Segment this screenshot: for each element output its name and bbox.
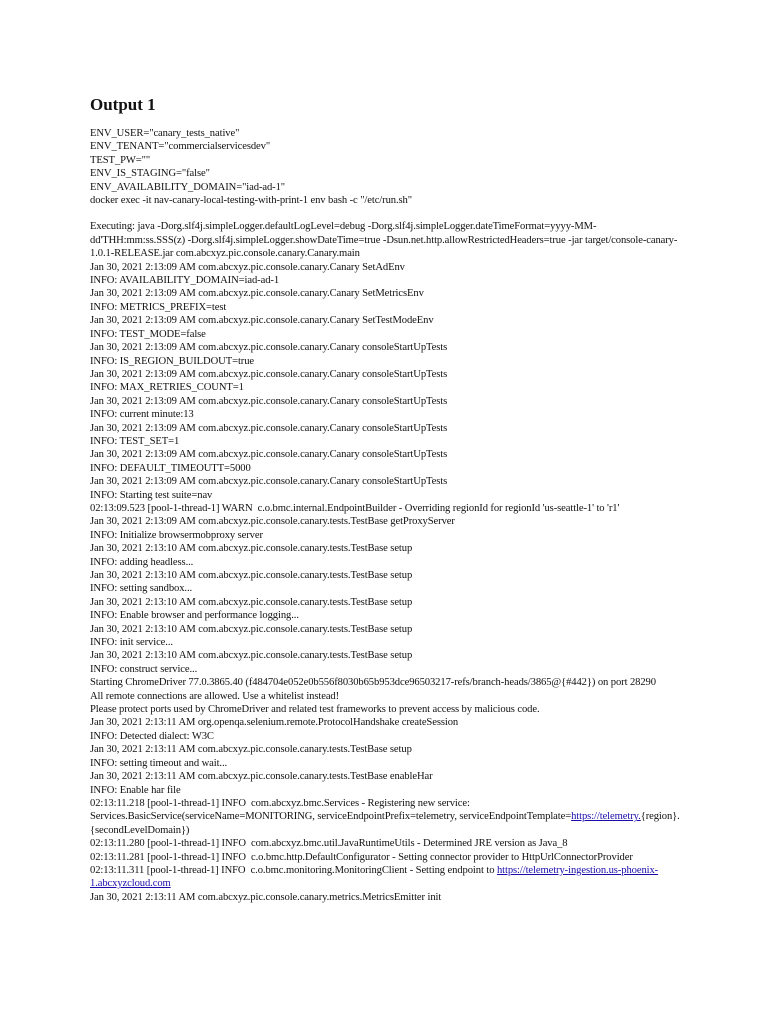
log-line	[90, 368, 690, 381]
env-line: ENV_AVAILABILITY_DOMAIN="iad-ad-1"	[90, 181, 286, 193]
log-line	[90, 676, 690, 689]
log-line-text: 02:13:11.218 [pool-1-thread-1] INFO com.abcxyz.bmc.Services - Registering new service: Services.BasicService(serviceName=MONITORING, serviceEndpointPrefix=telemetry, serviceEndpointTemplate=	[90, 797, 572, 823]
log-line	[90, 743, 690, 756]
log-line-text: INFO: Enable har file	[90, 784, 181, 796]
log-line-text: Jan 30, 2021 2:13:09 AM com.abcxyz.pic.console.canary.Canary consoleStartUpTests	[90, 422, 448, 434]
log-line	[90, 381, 690, 394]
log-line-text: INFO: AVAILABILITY_DOMAIN=iad-ad-1	[90, 275, 280, 287]
log-line	[90, 784, 690, 797]
log-line	[90, 623, 690, 636]
log-line-text: 02:13:11.311 [pool-1-thread-1] INFO c.o.bmc.monitoring.MonitoringClient - Setting endpoint to	[90, 864, 497, 876]
log-line	[90, 542, 690, 555]
log-line-text: Starting ChromeDriver 77.0.3865.40 (f484704e052e0b556f8030b65b953dce96503217-refs/branch-heads/3865@{#442}) on port 28290	[90, 677, 656, 689]
log-line-text-after: {region}.{secondLevelDomain})	[90, 811, 680, 836]
log-line-text: Please protect ports used by ChromeDriver and related test frameworks to prevent access by malicious code.	[90, 704, 540, 716]
log-line-text: INFO: setting timeout and wait...	[90, 757, 228, 769]
log-line-text: Jan 30, 2021 2:13:10 AM com.abcxyz.pic.console.canary.tests.TestBase setup	[90, 650, 413, 662]
log-line-text: INFO: current minute:13	[90, 409, 194, 421]
log-line	[90, 757, 690, 770]
log-line	[90, 395, 690, 408]
log-line	[90, 569, 690, 582]
log-line-text: Jan 30, 2021 2:13:09 AM com.abcxyz.pic.console.canary.Canary consoleStartUpTests	[90, 342, 448, 354]
log-line-text: 02:13:09.523 [pool-1-thread-1] WARN c.o.bmc.internal.EndpointBuilder - Overriding regionId for regionId 'us-seattle-1' to 'r1'	[90, 502, 620, 514]
log-line-text: INFO: IS_REGION_BUILDOUT=true	[90, 355, 255, 367]
log-line	[90, 529, 690, 542]
log-line	[90, 582, 690, 595]
log-line	[90, 716, 690, 729]
log-line-text: INFO: setting sandbox...	[90, 583, 193, 595]
log-line	[90, 314, 690, 327]
log-line-text: 02:13:11.280 [pool-1-thread-1] INFO com.abcxyz.bmc.util.JavaRuntimeUtils - Determined JRE version as Java_8	[90, 838, 568, 850]
log-line-text: Jan 30, 2021 2:13:09 AM com.abcxyz.pic.console.canary.Canary consoleStartUpTests	[90, 449, 448, 461]
log-line	[90, 301, 690, 314]
log-line-text: Jan 30, 2021 2:13:09 AM com.abcxyz.pic.console.canary.Canary consoleStartUpTests	[90, 476, 448, 488]
log-line-text: INFO: construct service...	[90, 663, 198, 675]
log-line-text: INFO: Enable browser and performance logging...	[90, 610, 299, 622]
log-link[interactable]: https://telemetry-ingestion.us-phoenix-1.abcxyzcloud.com	[90, 864, 659, 890]
document-title: Output 1	[90, 95, 156, 114]
log-line	[90, 703, 690, 716]
log-line-text: Jan 30, 2021 2:13:09 AM com.abcxyz.pic.console.canary.Canary SetTestModeEnv	[90, 315, 434, 327]
log-line-text: INFO: TEST_SET=1	[90, 435, 180, 447]
env-line: ENV_USER="canary_tests_native"	[90, 128, 240, 139]
log-line	[90, 435, 690, 448]
log-line-text: Jan 30, 2021 2:13:10 AM com.abcxyz.pic.console.canary.tests.TestBase setup	[90, 596, 413, 608]
log-line-text: Jan 30, 2021 2:13:09 AM com.abcxyz.pic.console.canary.Canary SetAdEnv	[90, 261, 405, 273]
log-line	[90, 609, 690, 622]
log-line	[90, 408, 690, 421]
env-block	[90, 127, 690, 207]
log-line-text: 02:13:11.281 [pool-1-thread-1] INFO c.o.bmc.http.DefaultConfigurator - Setting connector provider to HttpUrlConnectorProvider	[90, 851, 633, 863]
log-line-text: Jan 30, 2021 2:13:09 AM com.abcxyz.pic.console.canary.tests.TestBase getProxyServer	[90, 516, 455, 528]
log-line	[90, 797, 690, 837]
log-line	[90, 502, 690, 515]
log-line	[90, 274, 690, 287]
log-line	[90, 690, 690, 703]
log-line-text: Jan 30, 2021 2:13:11 AM com.abcxyz.pic.console.canary.tests.TestBase setup	[90, 744, 412, 756]
log-line	[90, 663, 690, 676]
log-line-text: Jan 30, 2021 2:13:10 AM com.abcxyz.pic.console.canary.tests.TestBase setup	[90, 623, 413, 635]
log-line	[90, 448, 690, 461]
log-line	[90, 422, 690, 435]
document-page	[90, 92, 690, 904]
env-line: ENV_TENANT="commercialservicesdev"	[90, 141, 271, 153]
log-line-text: Jan 30, 2021 2:13:10 AM com.abcxyz.pic.console.canary.tests.TestBase setup	[90, 543, 413, 555]
log-line	[90, 462, 690, 475]
log-line-text: INFO: Detected dialect: W3C	[90, 730, 214, 742]
log-line	[90, 489, 690, 502]
log-line	[90, 864, 690, 891]
log-line-text: INFO: DEFAULT_TIMEOUTT=5000	[90, 462, 251, 474]
log-line-text: INFO: init service...	[90, 637, 173, 649]
log-line	[90, 730, 690, 743]
log-line-text: INFO: Starting test suite=nav	[90, 489, 213, 501]
log-line-text: INFO: adding headless...	[90, 556, 194, 568]
log-line	[90, 596, 690, 609]
log-line	[90, 649, 690, 662]
log-line-text: Jan 30, 2021 2:13:10 AM com.abcxyz.pic.console.canary.tests.TestBase setup	[90, 570, 413, 581]
log-line-text: Jan 30, 2021 2:13:09 AM com.abcxyz.pic.console.canary.Canary SetMetricsEnv	[90, 288, 424, 300]
log-line	[90, 328, 690, 341]
log-line	[90, 837, 690, 850]
log-line	[90, 891, 690, 904]
log-line	[90, 220, 690, 260]
log-line	[90, 515, 690, 528]
log-line-text: Jan 30, 2021 2:13:11 AM org.openqa.selenium.remote.ProtocolHandshake createSession	[90, 717, 459, 729]
log-line	[90, 475, 690, 488]
env-line: ENV_IS_STAGING="false"	[90, 168, 210, 180]
log-line	[90, 636, 690, 649]
log-line-text: Jan 30, 2021 2:13:09 AM com.abcxyz.pic.console.canary.Canary consoleStartUpTests	[90, 368, 448, 380]
log-line-text: Jan 30, 2021 2:13:09 AM com.abcxyz.pic.console.canary.Canary consoleStartUpTests	[90, 395, 448, 407]
log-line	[90, 341, 690, 354]
log-line-text: Jan 30, 2021 2:13:11 AM com.abcxyz.pic.console.canary.metrics.MetricsEmitter init	[90, 891, 442, 903]
log-line-text: INFO: MAX_RETRIES_COUNT=1	[90, 382, 244, 394]
log-line	[90, 287, 690, 300]
log-line-text: INFO: TEST_MODE=false	[90, 328, 206, 340]
env-line: TEST_PW=""	[90, 154, 151, 166]
log-line	[90, 770, 690, 783]
log-line-text: INFO: METRICS_PREFIX=test	[90, 301, 227, 313]
log-line	[90, 851, 690, 864]
log-block	[90, 220, 690, 904]
log-line	[90, 355, 690, 368]
log-line	[90, 261, 690, 274]
log-line	[90, 556, 690, 569]
log-link[interactable]: https://telemetry.	[571, 811, 641, 823]
log-line-text: All remote connections are allowed. Use a whitelist instead!	[90, 690, 340, 702]
log-line-text: INFO: Initialize browsermobproxy server	[90, 529, 263, 541]
env-line: docker exec -it nav-canary-local-testing-with-print-1 env bash -c "/etc/run.sh"	[90, 195, 412, 207]
log-line-text: Jan 30, 2021 2:13:11 AM com.abcxyz.pic.console.canary.tests.TestBase enableHar	[90, 771, 433, 783]
log-line-text: Executing: java -Dorg.slf4j.simpleLogger.defaultLogLevel=debug -Dorg.slf4j.simpleLogger.dateTimeFormat=yyyy-MM-dd'THH:mm:ss.SSS(z) -Dorg.slf4j.simpleLogger.showDateTime=true -Dsun.net.http.allowRestrictedHeaders=true -jar target/console-canary-1.0.1-RELEASE.jar com.abcxyz.pic.console.canary.Canary.main	[90, 221, 678, 260]
